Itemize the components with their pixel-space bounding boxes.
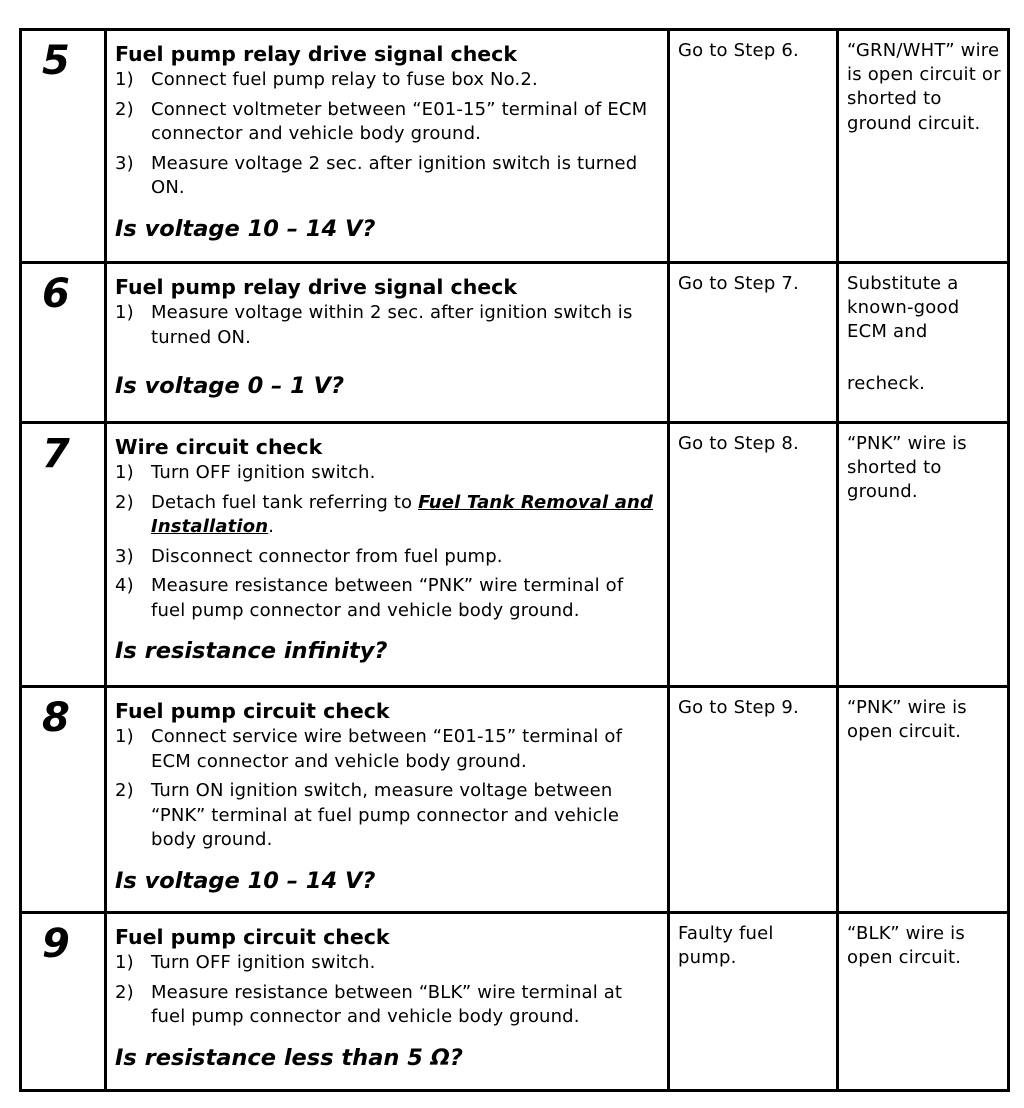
yes-result: Go to Step 9.	[669, 687, 838, 913]
substep-text: Detach fuel tank referring to	[151, 491, 419, 513]
substep-number: 1)	[115, 462, 134, 483]
substep-number: 1)	[115, 726, 134, 747]
substep-list	[115, 951, 659, 1030]
step-question: Is resistance infinity?	[115, 638, 388, 664]
no-result	[838, 263, 1009, 423]
step-number: 5	[21, 30, 106, 263]
step-row-7	[21, 423, 1009, 687]
substep-number: 3)	[115, 152, 134, 174]
substep-number: 4)	[115, 575, 134, 596]
substep	[115, 574, 659, 623]
substep-number: 1)	[115, 302, 134, 323]
substep-text-after: .	[268, 516, 275, 537]
substep-text: Connect service wire between “E01-15” terminal of ECM connector and vehicle body ground.	[151, 726, 623, 772]
fuel-tank-removal-link[interactable]: Fuel Tank Removal and Installation	[151, 491, 654, 537]
troubleshooting-table	[19, 28, 1010, 1092]
substep-list	[115, 725, 659, 853]
substep-text: Measure voltage 2 sec. after ignition switch is turned ON.	[151, 152, 638, 198]
substep	[115, 152, 659, 201]
yes-result: Faulty fuel pump.	[669, 913, 838, 1091]
step-number: 7	[21, 423, 106, 687]
step-question: Is voltage 0 – 1 V?	[115, 373, 345, 399]
substep-text: Turn OFF ignition switch.	[151, 952, 376, 973]
substep-number: 2)	[115, 780, 134, 801]
substep-number: 1)	[115, 952, 134, 973]
substep	[115, 779, 659, 853]
step-procedure	[106, 913, 669, 1091]
step-question: Is voltage 10 – 14 V?	[115, 215, 376, 242]
substep-text: Connect fuel pump relay to fuse box No.2.	[151, 69, 538, 90]
step-procedure	[106, 423, 669, 687]
substep	[115, 301, 659, 350]
substep-text: Connect voltmeter between “E01-15” terminal of ECM connector and vehicle body ground.	[151, 98, 648, 144]
step-title: Fuel pump relay drive signal check	[115, 275, 517, 299]
substep-text: Measure resistance between “PNK” wire terminal of fuel pump connector and vehicle body ground.	[151, 575, 624, 621]
substep	[115, 545, 659, 570]
step-procedure	[106, 30, 669, 263]
substep	[115, 98, 659, 147]
substep-list	[115, 68, 659, 201]
substep-text: Disconnect connector from fuel pump.	[151, 545, 503, 567]
step-question: Is resistance less than 5 Ω?	[115, 1044, 463, 1071]
yes-result: Go to Step 8.	[669, 423, 838, 687]
step-row-9	[21, 913, 1009, 1091]
no-result-extra: recheck.	[847, 372, 926, 394]
step-row-5	[21, 30, 1009, 263]
substep-list	[115, 461, 659, 623]
substep-text: Turn ON ignition switch, measure voltage between “PNK” terminal at fuel pump connector and vehicle body ground.	[151, 780, 620, 850]
step-title: Fuel pump circuit check	[115, 699, 390, 723]
no-result: “BLK” wire is open circuit.	[838, 913, 1009, 1091]
substep-number: 2)	[115, 98, 134, 120]
step-title: Wire circuit check	[115, 435, 323, 459]
substep-number: 2)	[115, 491, 134, 513]
substep-text: Turn OFF ignition switch.	[151, 462, 376, 483]
step-procedure	[106, 263, 669, 423]
step-row-8	[21, 687, 1009, 913]
step-row-6	[21, 263, 1009, 423]
yes-result: Go to Step 7.	[669, 263, 838, 423]
no-result: “GRN/WHT” wire is open circuit or shorted to ground circuit.	[838, 30, 1009, 263]
substep-text: Measure resistance between “BLK” wire terminal at fuel pump connector and vehicle body ground.	[151, 981, 623, 1027]
no-result: “PNK” wire is open circuit.	[838, 687, 1009, 913]
substep	[115, 725, 659, 774]
step-number: 8	[21, 687, 106, 913]
step-number: 9	[21, 913, 106, 1091]
substep	[115, 491, 659, 540]
substep	[115, 951, 659, 976]
no-result-text: Substitute a known-good ECM and	[847, 273, 960, 343]
substep-number: 3)	[115, 545, 134, 567]
substep-number: 2)	[115, 981, 134, 1003]
no-result: “PNK” wire is shorted to ground.	[838, 423, 1009, 687]
step-question: Is voltage 10 – 14 V?	[115, 867, 376, 894]
step-title: Fuel pump circuit check	[115, 925, 390, 949]
yes-result: Go to Step 6.	[669, 30, 838, 263]
step-number: 6	[21, 263, 106, 423]
substep-list	[115, 301, 659, 350]
substep	[115, 461, 659, 486]
step-procedure	[106, 687, 669, 913]
substep-number: 1)	[115, 69, 134, 90]
substep	[115, 981, 659, 1030]
substep-text: Measure voltage within 2 sec. after ignition switch is turned ON.	[151, 302, 633, 348]
substep	[115, 68, 659, 93]
step-title: Fuel pump relay drive signal check	[115, 42, 517, 66]
